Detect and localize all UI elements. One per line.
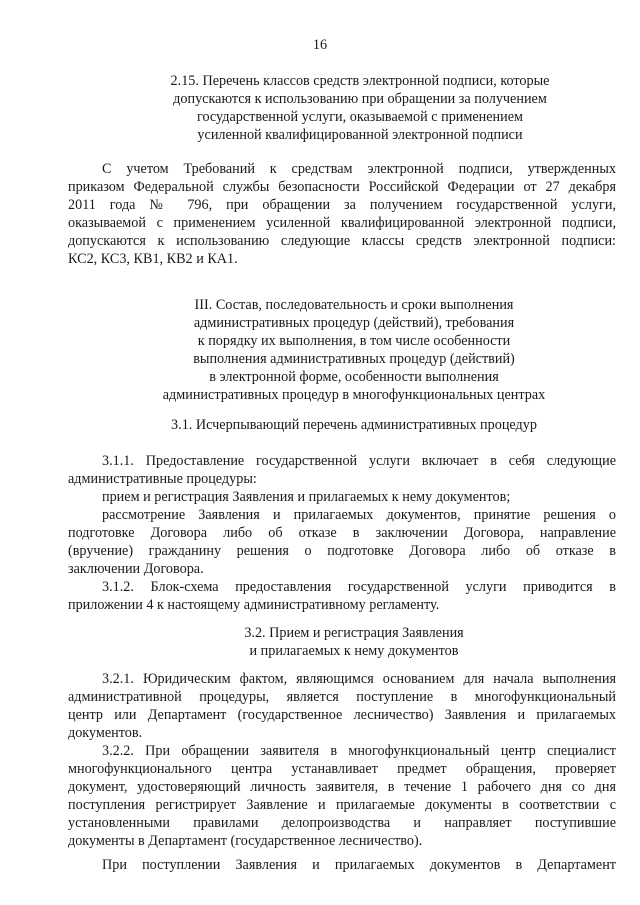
heading-line: III. Состав, последовательность и сроки выполнения	[194, 297, 514, 313]
list-item: прием и регистрация Заявления и прилагаемых к нему документов;	[102, 489, 511, 505]
page-number: 16	[312, 37, 328, 53]
heading-line: государственной услуги, оказываемой с применением	[197, 109, 523, 125]
body-line: установленными правилами делопроизводства и направляет поступившие	[68, 815, 616, 831]
body-line: (вручение) гражданину решения о подготовке Договора либо об отказе в	[68, 543, 616, 559]
heading-line: выполнения административных процедур (действий)	[193, 351, 515, 367]
heading-line: к порядку их выполнения, в том числе особенности	[197, 333, 511, 349]
body-line: 3.1.2. Блок-схема предоставления государственной услуги приводится в	[102, 579, 616, 595]
body-line: КС2, КС3, КВ1, КВ2 и КА1.	[68, 251, 238, 267]
body-line: 3.1.1. Предоставление государственной услуги включает в себя следующие	[102, 453, 616, 469]
body-line: многофункционального центра устанавливает предмет обращения, проверяет	[68, 761, 616, 777]
body-line: приложении 4 к настоящему административному регламенту.	[68, 597, 440, 613]
section-3-2-body	[68, 670, 616, 874]
heading-line: 3.2. Прием и регистрация Заявления	[244, 625, 464, 641]
body-line: документов.	[68, 725, 143, 741]
body-line: 2011 года № 796, при обращении за получением государственной услуги,	[68, 197, 616, 213]
section-3-1-body	[68, 452, 616, 614]
body-line: заключении Договора.	[68, 561, 204, 577]
heading-line: и прилагаемых к нему документов	[249, 643, 459, 659]
body-line: При поступлении Заявления и прилагаемых документов в Департамент	[102, 857, 616, 873]
body-line: подготовке Договора либо об отказе в заключении Договора, направление	[68, 525, 616, 541]
section-3-heading	[84, 296, 624, 404]
section-3-2-heading	[84, 624, 624, 660]
body-line: оказываемой с применением усиленной квалифицированной электронной подписи,	[68, 215, 616, 231]
section-3-1-heading	[84, 416, 624, 434]
body-line: центр или Департамент (государственное лесничество) Заявления и прилагаемых	[68, 707, 616, 723]
body-line: поступления регистрирует Заявление и прилагаемые документы в соответствии с	[68, 797, 616, 813]
body-line: 3.2.2. При обращении заявителя в многофункциональный центр специалист	[102, 743, 616, 759]
body-line: 3.2.1. Юридическим фактом, являющимся основанием для начала выполнения	[102, 671, 616, 687]
body-line: административной процедуры, является поступление в многофункциональный	[68, 689, 616, 705]
section-2-15-body	[68, 160, 616, 268]
heading-line: административных процедур в многофункциональных центрах	[162, 387, 546, 403]
heading-line: 3.1. Исчерпывающий перечень административных процедур	[171, 417, 537, 433]
heading-line: усиленной квалифицированной электронной подписи	[197, 127, 523, 143]
body-line: приказом Федеральной службы безопасности Российской Федерации от 27 декабря	[68, 179, 616, 195]
body-line: документы в Департамент (государственное лесничество).	[68, 833, 423, 849]
body-line: допускаются к использованию следующие классы средств электронной подписи:	[68, 233, 616, 249]
body-line: С учетом Требований к средствам электронной подписи, утвержденных	[102, 161, 616, 177]
heading-line: допускаются к использованию при обращении за получением	[173, 91, 547, 107]
heading-line: в электронной форме, особенности выполнения	[209, 369, 499, 385]
body-line: административные процедуры:	[68, 471, 257, 487]
heading-line: 2.15. Перечень классов средств электронной подписи, которые	[170, 73, 550, 89]
heading-line: административных процедур (действий), требования	[193, 315, 515, 331]
list-item: рассмотрение Заявления и прилагаемых документов, принятие решения о	[102, 507, 616, 523]
body-line: документ, удостоверяющий личность заявителя, в течение 1 рабочего дня со дня	[68, 779, 616, 795]
section-2-15-heading	[90, 72, 630, 144]
